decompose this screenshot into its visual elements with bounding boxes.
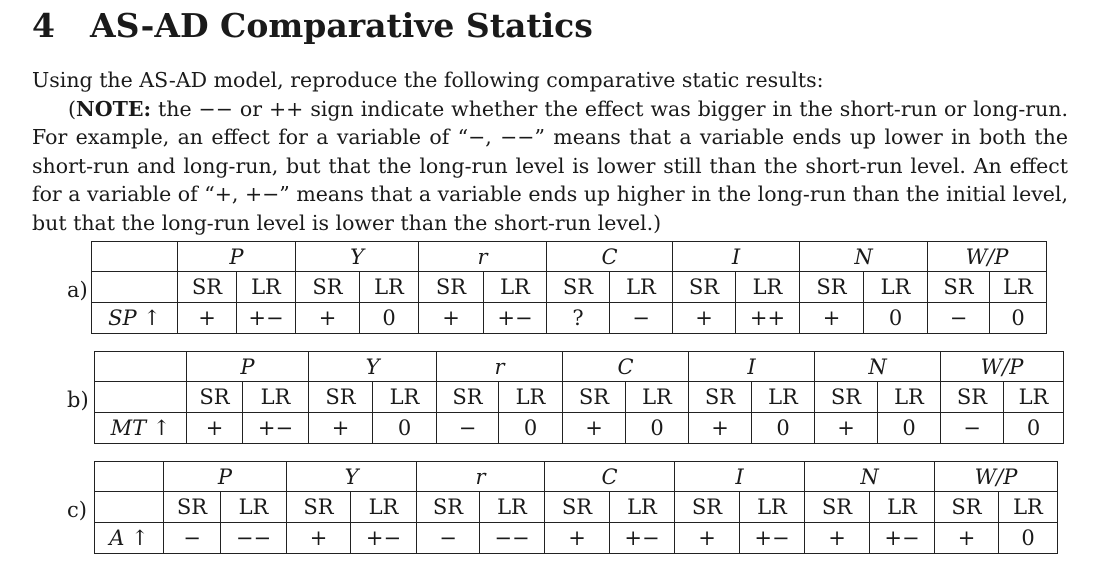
header-W-P: W/P [928, 242, 1047, 272]
header-N: N [800, 242, 928, 272]
effect-cell: + [296, 303, 360, 334]
result-row [95, 523, 1058, 554]
sr-header: SR [545, 492, 610, 523]
effect-cell: 0 [373, 413, 437, 444]
header-P: P [164, 462, 287, 492]
sr-header: SR [419, 272, 484, 303]
result-row [92, 303, 1047, 334]
section-title: AS-AD Comparative Statics [90, 6, 593, 45]
effect-cell: + [187, 413, 243, 444]
header-I: I [673, 242, 800, 272]
header-C: C [563, 352, 689, 382]
effect-cell: 0 [499, 413, 563, 444]
effect-cell: +− [243, 413, 309, 444]
header-I: I [675, 462, 805, 492]
effect-cell: − [928, 303, 990, 334]
lr-header: LR [499, 382, 563, 413]
table-c-label: c) [67, 498, 87, 522]
lr-header: LR [351, 492, 417, 523]
effect-cell: 0 [864, 303, 928, 334]
effect-cell: + [563, 413, 626, 444]
lr-header: LR [752, 382, 815, 413]
effect-cell: −− [221, 523, 287, 554]
header-Y: Y [287, 462, 417, 492]
blank-cell [95, 382, 187, 413]
header-I: I [689, 352, 815, 382]
note-label: NOTE: [76, 96, 152, 121]
sub-header-row [95, 382, 1064, 413]
sr-header: SR [675, 492, 740, 523]
effect-cell: 0 [878, 413, 941, 444]
sr-header: SR [287, 492, 351, 523]
effect-cell: +− [610, 523, 675, 554]
effect-cell: 0 [999, 523, 1058, 554]
header-N: N [815, 352, 941, 382]
effect-cell: + [689, 413, 752, 444]
intro-line: Using the AS-AD model, reproduce the following comparative static results: [32, 68, 824, 92]
lr-header: LR [221, 492, 287, 523]
effect-cell: 0 [990, 303, 1047, 334]
section-number: 4 [32, 6, 55, 45]
sr-header: SR [800, 272, 864, 303]
sr-header: SR [187, 382, 243, 413]
lr-header: LR [373, 382, 437, 413]
sr-header: SR [437, 382, 499, 413]
sr-header: SR [309, 382, 373, 413]
effect-cell: − [417, 523, 480, 554]
sub-header-row [95, 492, 1058, 523]
effect-cell: +− [351, 523, 417, 554]
lr-header: LR [740, 492, 805, 523]
lr-header: LR [878, 382, 941, 413]
sr-header: SR [689, 382, 752, 413]
effect-cell: − [164, 523, 221, 554]
sr-header: SR [547, 272, 610, 303]
header-r: r [437, 352, 563, 382]
note-text: the −− or ++ sign indicate whether the effect was bigger in the short-run or long-run. For example, an effect for a variable of “−, −−” means that a variable ends up lower in both the short-run and long-run, but that the long-run level is lower still than the short-run level. An effect for a variable of “+, +−” means that a variable ends up higher in the long-run than the initial level, but that the long-run level is lower than the short-run level.) [32, 96, 1068, 235]
effect-cell: 0 [360, 303, 419, 334]
lr-header: LR [484, 272, 547, 303]
lr-header: LR [610, 492, 675, 523]
effect-cell: + [178, 303, 237, 334]
section-heading [32, 6, 593, 45]
effect-cell: +− [484, 303, 547, 334]
sr-header: SR [296, 272, 360, 303]
lr-header: LR [736, 272, 800, 303]
effect-cell: − [437, 413, 499, 444]
lr-header: LR [626, 382, 689, 413]
header-Y: Y [296, 242, 419, 272]
blank-cell [95, 462, 164, 492]
header-r: r [419, 242, 547, 272]
table-a [91, 241, 1047, 334]
effect-cell: +− [870, 523, 935, 554]
effect-cell: + [309, 413, 373, 444]
lr-header: LR [990, 272, 1047, 303]
lr-header: LR [610, 272, 673, 303]
blank-cell [92, 272, 178, 303]
effect-cell: + [675, 523, 740, 554]
result-row [95, 413, 1064, 444]
effect-cell: 0 [626, 413, 689, 444]
effect-cell: + [419, 303, 484, 334]
blank-cell [95, 352, 187, 382]
table-b-label: b) [67, 388, 89, 412]
table-b [94, 351, 1064, 444]
lr-header: LR [480, 492, 545, 523]
note-paragraph: (NOTE: the −− or ++ sign indicate whether the effect was bigger in the short-run or long-run. For example, an effect for a variable of “−, −−” means that a variable ends up lower in both the short-run and long-run, but that the long-run level is lower still than the short-run level. An effect for a variable of “+, +−” means that a variable ends up higher in the long-run than the initial level, but that the long-run level is lower than the short-run level.) [32, 96, 1068, 235]
sr-header: SR [673, 272, 736, 303]
header-P: P [178, 242, 296, 272]
sr-header: SR [805, 492, 870, 523]
lr-header: LR [243, 382, 309, 413]
sr-header: SR [563, 382, 626, 413]
effect-cell: + [805, 523, 870, 554]
effect-cell: ? [547, 303, 610, 334]
effect-cell: −− [480, 523, 545, 554]
effect-cell: − [941, 413, 1004, 444]
table-a-label: a) [67, 278, 88, 302]
sr-header: SR [928, 272, 990, 303]
header-N: N [805, 462, 935, 492]
shock-label: MT ↑ [95, 413, 187, 444]
effect-cell: + [935, 523, 999, 554]
header-C: C [547, 242, 673, 272]
blank-cell [95, 492, 164, 523]
lr-header: LR [1004, 382, 1064, 413]
sub-header-row [92, 272, 1047, 303]
effect-cell: 0 [1004, 413, 1064, 444]
lr-header: LR [864, 272, 928, 303]
shock-label: SP ↑ [92, 303, 178, 334]
effect-cell: +− [237, 303, 296, 334]
sr-header: SR [815, 382, 878, 413]
effect-cell: 0 [752, 413, 815, 444]
lr-header: LR [999, 492, 1058, 523]
effect-cell: + [673, 303, 736, 334]
effect-cell: + [815, 413, 878, 444]
intro-paragraph [32, 66, 1068, 238]
header-P: P [187, 352, 309, 382]
lr-header: LR [870, 492, 935, 523]
blank-cell [92, 242, 178, 272]
lr-header: LR [237, 272, 296, 303]
sr-header: SR [417, 492, 480, 523]
header-Y: Y [309, 352, 437, 382]
sr-header: SR [178, 272, 237, 303]
header-r: r [417, 462, 545, 492]
lr-header: LR [360, 272, 419, 303]
effect-cell: + [545, 523, 610, 554]
sr-header: SR [941, 382, 1004, 413]
effect-cell: − [610, 303, 673, 334]
header-W-P: W/P [935, 462, 1058, 492]
shock-label: A ↑ [95, 523, 164, 554]
header-C: C [545, 462, 675, 492]
effect-cell: ++ [736, 303, 800, 334]
sr-header: SR [164, 492, 221, 523]
header-W-P: W/P [941, 352, 1064, 382]
sr-header: SR [935, 492, 999, 523]
effect-cell: +− [740, 523, 805, 554]
effect-cell: + [287, 523, 351, 554]
table-c [94, 461, 1058, 554]
effect-cell: + [800, 303, 864, 334]
